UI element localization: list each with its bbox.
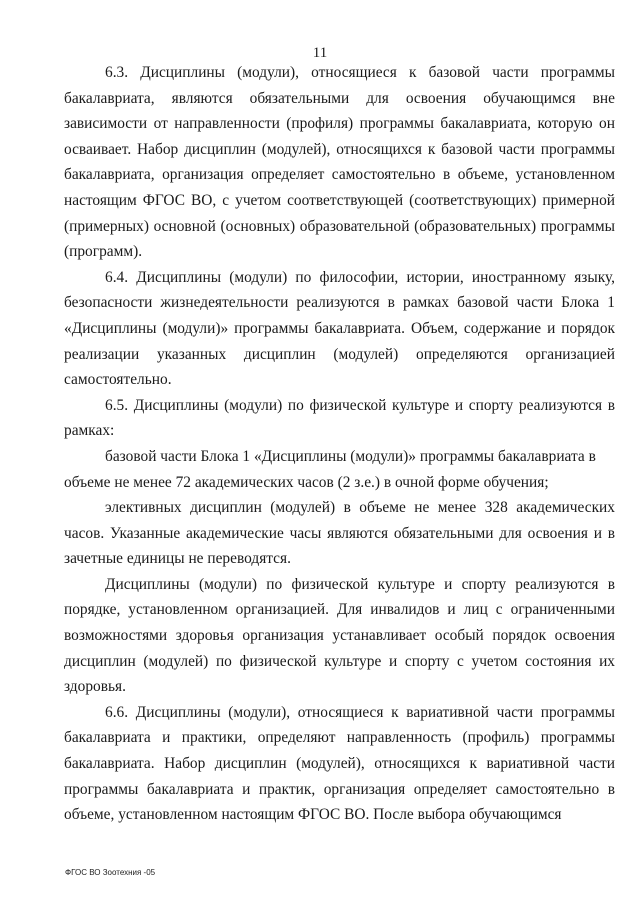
paragraph-6-3: 6.3. Дисциплины (модули), относящиеся к базовой части программы бакалавриата, являются обязательными для освоения обучающимся вне зависимости от направленности (профиля) программы бакалавриата, которую он осваивает. Набор дисциплин (модулей), относящихся к базовой части программы бакалавриата, организация определяет самостоятельно в объеме, установленном настоящим ФГОС ВО, с учетом соответствующей (соответствующих) примерной (примерных) основной (основных) образовательной (образовательных) программы (программ). xyxy=(64,64,615,261)
document-body xyxy=(64,60,615,828)
paragraph-6-5: 6.5. Дисциплины (модули) по физической культуре и спорту реализуются в рамках: xyxy=(64,396,615,440)
paragraph-6-4: 6.4. Дисциплины (модули) по философии, истории, иностранному языку, безопасности жизнедеятельности реализуются в рамках базовой части Блока 1 «Дисциплины (модули)» программы бакалавриата. Объем, содержание и порядок реализации указанных дисциплин (модулей) определяются организацией самостоятельно. xyxy=(64,268,615,389)
paragraph-6-6: 6.6. Дисциплины (модули), относящиеся к вариативной части программы бакалавриата и практики, определяют направленность (профиль) программы бакалавриата. Набор дисциплин (модулей), относящихся к вариативной части программы бакалавриата и практик, организация определяет самостоятельно в объеме, установленном настоящим ФГОС ВО. После выбора обучающимся xyxy=(64,703,615,824)
paragraph-basic-part: базовой части Блока 1 «Дисциплины (модули)» программы бакалавриата в объеме не менее 72 академических часов (2 з.е.) в очной форме обучения; xyxy=(64,447,596,491)
footer-document-code: ФГОС ВО Зоотехния -05 xyxy=(65,868,156,877)
paragraph-elective: элективных дисциплин (модулей) в объеме не менее 328 академических часов. Указанные академические часы являются обязательными для освоения и в зачетные единицы не переводятся. xyxy=(64,499,615,568)
page-number: 11 xyxy=(312,45,328,61)
paragraph-pe-order: Дисциплины (модули) по физической культуре и спорту реализуются в порядке, установленном организацией. Для инвалидов и лиц с ограниченными возможностями здоровья организация устанавливает особый порядок освоения дисциплин (модулей) по физической культуре и спорту с учетом состояния их здоровья. xyxy=(64,575,615,696)
